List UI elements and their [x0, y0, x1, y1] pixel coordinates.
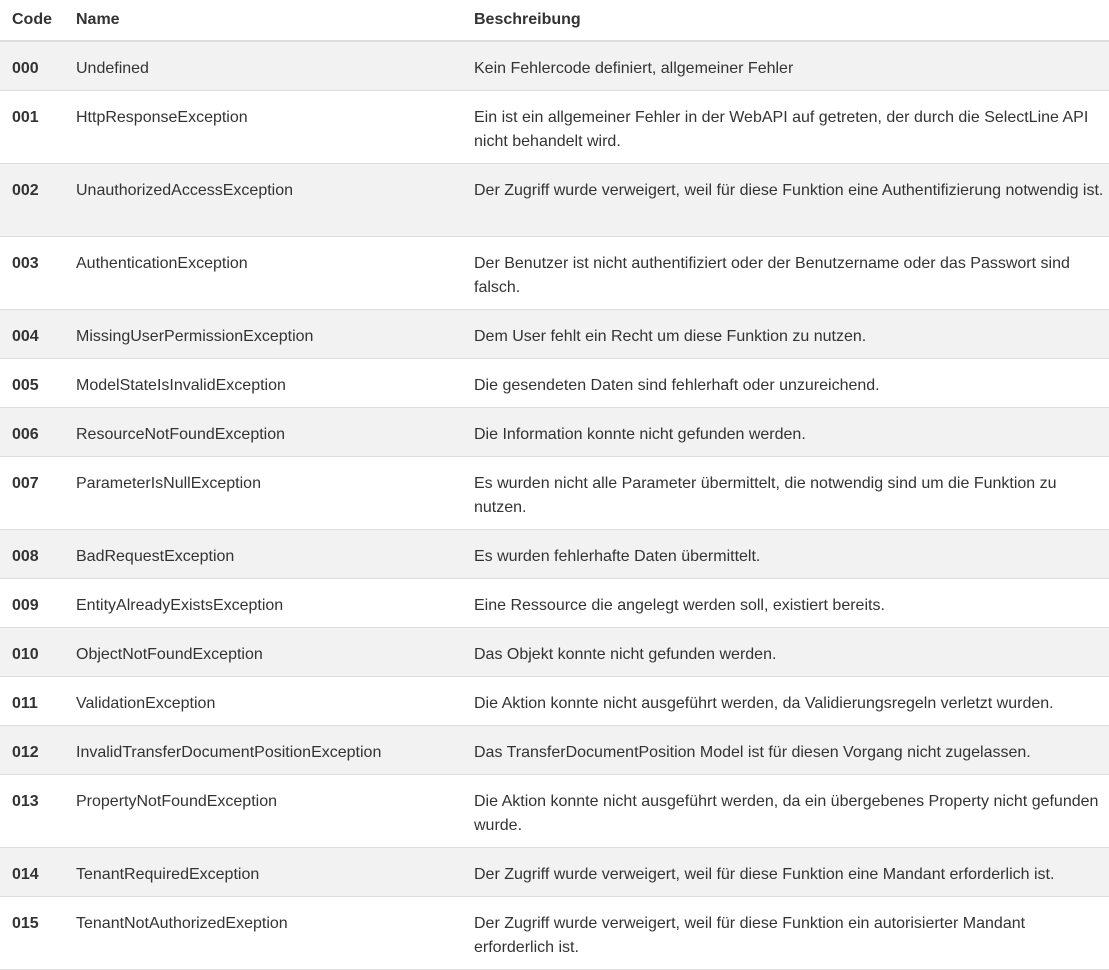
cell-code: 008 — [0, 529, 64, 578]
cell-name: ObjectNotFoundException — [64, 627, 462, 676]
table-row — [0, 41, 1109, 90]
cell-description: Das Objekt konnte nicht gefunden werden. — [462, 627, 1109, 676]
table-body — [0, 41, 1109, 969]
table-row — [0, 725, 1109, 774]
table-row — [0, 627, 1109, 676]
cell-name: ParameterIsNullException — [64, 456, 462, 529]
table-row — [0, 847, 1109, 896]
cell-code: 015 — [0, 896, 64, 969]
cell-description: Die Aktion konnte nicht ausgeführt werden, da Validierungsregeln verletzt wurden. — [462, 676, 1109, 725]
header-row — [0, 0, 1109, 41]
cell-name: EntityAlreadyExistsException — [64, 578, 462, 627]
cell-description: Es wurden fehlerhafte Daten übermittelt. — [462, 529, 1109, 578]
cell-name: BadRequestException — [64, 529, 462, 578]
cell-name: UnauthorizedAccessException — [64, 163, 462, 236]
cell-code: 003 — [0, 236, 64, 309]
cell-code: 004 — [0, 309, 64, 358]
cell-code: 002 — [0, 163, 64, 236]
table-row — [0, 358, 1109, 407]
cell-name: ModelStateIsInvalidException — [64, 358, 462, 407]
table-header — [0, 0, 1109, 41]
cell-description: Das TransferDocumentPosition Model ist für diesen Vorgang nicht zugelassen. — [462, 725, 1109, 774]
table-row — [0, 578, 1109, 627]
cell-description: Der Zugriff wurde verweigert, weil für diese Funktion eine Mandant erforderlich ist. — [462, 847, 1109, 896]
cell-description: Der Zugriff wurde verweigert, weil für diese Funktion ein autorisierter Mandant erforderlich ist. — [462, 896, 1109, 969]
cell-name: ValidationException — [64, 676, 462, 725]
table-row — [0, 163, 1109, 236]
cell-name: Undefined — [64, 41, 462, 90]
table-row — [0, 236, 1109, 309]
cell-name: AuthenticationException — [64, 236, 462, 309]
cell-code: 000 — [0, 41, 64, 90]
cell-description: Eine Ressource die angelegt werden soll, existiert bereits. — [462, 578, 1109, 627]
table-row — [0, 90, 1109, 163]
cell-description: Die Information konnte nicht gefunden werden. — [462, 407, 1109, 456]
cell-code: 010 — [0, 627, 64, 676]
cell-code: 011 — [0, 676, 64, 725]
table-row — [0, 456, 1109, 529]
cell-description: Es wurden nicht alle Parameter übermittelt, die notwendig sind um die Funktion zu nutzen. — [462, 456, 1109, 529]
cell-name: TenantNotAuthorizedExeption — [64, 896, 462, 969]
table-row — [0, 774, 1109, 847]
table-row — [0, 309, 1109, 358]
cell-code: 014 — [0, 847, 64, 896]
table-row — [0, 529, 1109, 578]
header-code: Code — [0, 0, 64, 41]
table-row — [0, 896, 1109, 969]
table-row — [0, 407, 1109, 456]
cell-code: 001 — [0, 90, 64, 163]
cell-description: Die Aktion konnte nicht ausgeführt werden, da ein übergebenes Property nicht gefunden wurde. — [462, 774, 1109, 847]
table-row — [0, 676, 1109, 725]
cell-description: Ein ist ein allgemeiner Fehler in der WebAPI auf getreten, der durch die SelectLine API nicht behandelt wird. — [462, 90, 1109, 163]
cell-name: ResourceNotFoundException — [64, 407, 462, 456]
cell-name: InvalidTransferDocumentPositionException — [64, 725, 462, 774]
cell-description: Kein Fehlercode definiert, allgemeiner Fehler — [462, 41, 1109, 90]
cell-name: MissingUserPermissionException — [64, 309, 462, 358]
cell-name: PropertyNotFoundException — [64, 774, 462, 847]
cell-description: Der Benutzer ist nicht authentifiziert oder der Benutzername oder das Passwort sind falsch. — [462, 236, 1109, 309]
cell-code: 006 — [0, 407, 64, 456]
cell-code: 009 — [0, 578, 64, 627]
cell-code: 013 — [0, 774, 64, 847]
cell-name: TenantRequiredException — [64, 847, 462, 896]
cell-description: Der Zugriff wurde verweigert, weil für diese Funktion eine Authentifizierung notwendig ist. — [462, 163, 1109, 236]
header-description: Beschreibung — [462, 0, 1109, 41]
cell-code: 012 — [0, 725, 64, 774]
cell-description: Die gesendeten Daten sind fehlerhaft oder unzureichend. — [462, 358, 1109, 407]
cell-code: 005 — [0, 358, 64, 407]
cell-name: HttpResponseException — [64, 90, 462, 163]
cell-code: 007 — [0, 456, 64, 529]
cell-description: Dem User fehlt ein Recht um diese Funktion zu nutzen. — [462, 309, 1109, 358]
header-name: Name — [64, 0, 462, 41]
